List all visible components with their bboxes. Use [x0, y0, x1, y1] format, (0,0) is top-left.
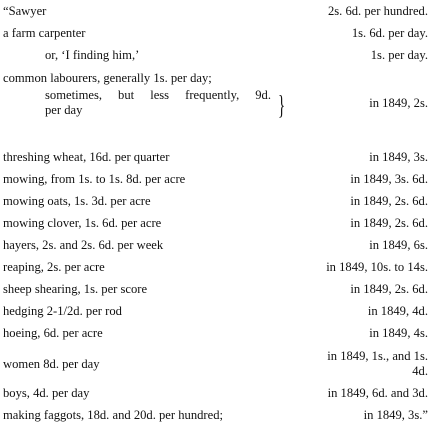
row-label-continuation: per day [45, 103, 83, 117]
row-label: reaping, 2s. per acre [3, 260, 105, 274]
row-rate: in 1849, 3s. [369, 150, 428, 164]
row-rate-continuation: 4d. [412, 364, 428, 378]
row-label: common labourers, generally 1s. per day; [3, 71, 212, 85]
row-rate: in 1849, 6s. [369, 238, 428, 252]
row-label: women 8d. per day [3, 357, 100, 371]
row-label: hayers, 2s. and 2s. 6d. per week [3, 238, 164, 252]
row-label: a farm carpenter [3, 26, 86, 40]
row-rate: in 1849, 10s. to 14s. [326, 260, 428, 274]
row-rate: in 1849, 4d. [367, 304, 428, 318]
row-rate: in 1849, 3s. 6d. [350, 172, 428, 186]
row-label: hoeing, 6d. per acre [3, 326, 103, 340]
row-label: making faggots, 18d. and 20d. per hundred; [3, 408, 223, 422]
row-rate: in 1849, 1s., and 1s. [327, 349, 428, 363]
row-rate: in 1849, 3s.” [363, 408, 428, 422]
row-label: hedging 2-1/2d. per rod [3, 304, 122, 318]
row-rate: 1s. per day. [370, 48, 428, 62]
row-rate: in 1849, 2s. 6d. [350, 194, 428, 208]
row-label: “Sawyer [3, 4, 47, 18]
row-rate: in 1849, 2s. 6d. [350, 216, 428, 230]
row-rate: 2s. 6d. per hundred. [327, 4, 428, 18]
row-rate: in 1849, 2s. [369, 96, 428, 110]
row-rate: in 1849, 2s. 6d. [350, 282, 428, 296]
row-label: mowing clover, 1s. 6d. per acre [3, 216, 162, 230]
row-label: threshing wheat, 16d. per quarter [3, 150, 170, 164]
row-label: mowing oats, 1s. 3d. per acre [3, 194, 151, 208]
row-rate: in 1849, 6d. and 3d. [327, 386, 428, 400]
row-rate: 1s. 6d. per day. [351, 26, 428, 40]
row-label: sheep shearing, 1s. per score [3, 282, 148, 296]
row-rate: in 1849, 4s. [369, 326, 428, 340]
row-label: boys, 4d. per day [3, 386, 90, 400]
row-label: or, ‘I finding him,’ [45, 48, 140, 62]
row-label-continuation: sometimes, but less frequently, 9d. [45, 88, 271, 102]
row-label: mowing, from 1s. to 1s. 8d. per acre [3, 172, 186, 186]
curly-brace: } [278, 90, 286, 120]
